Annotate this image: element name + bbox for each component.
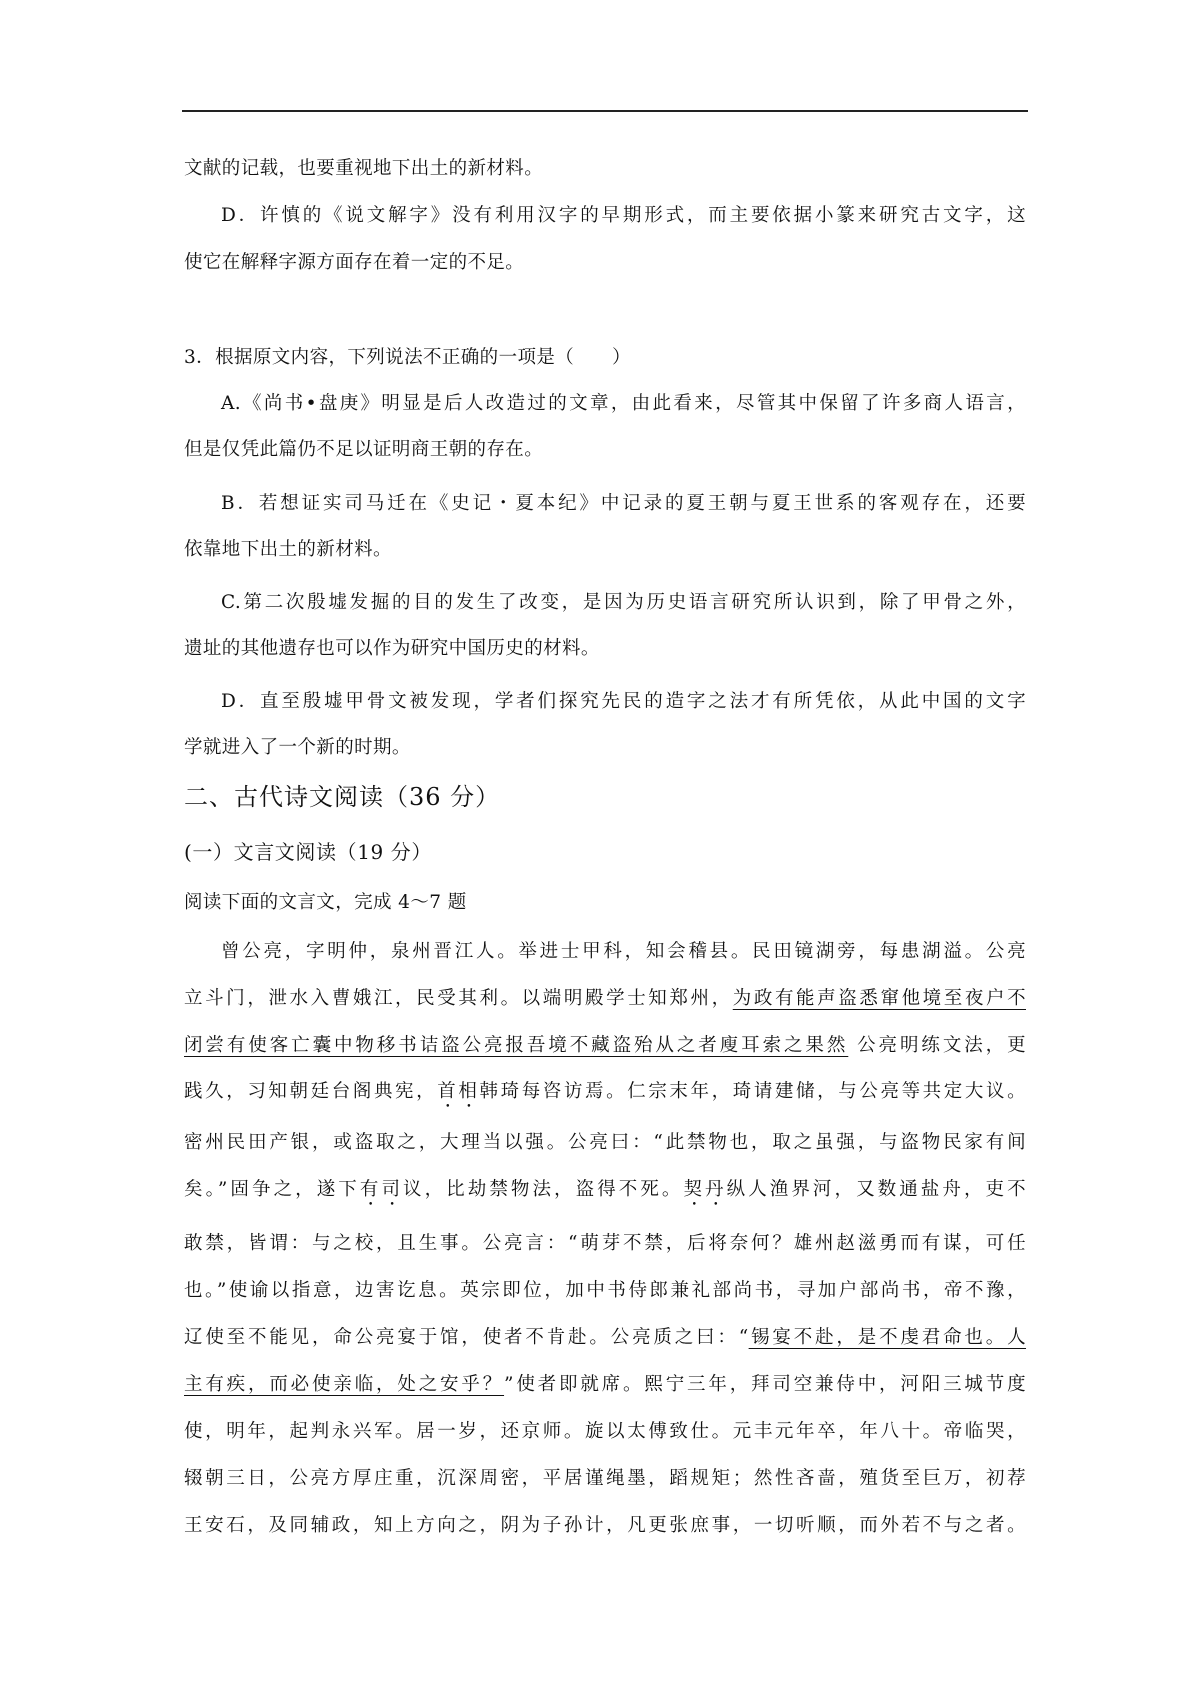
passage-line-13: 王安石，及同辅政，知上方向之，阴为子孙计，凡更张庶事，一切听顺，而外若不与之者。 bbox=[184, 1515, 1026, 1536]
passage-line-11: 使，明年，起判永兴军。居一岁，还京师。旋以太傅致仕。元丰元年卒，年八十。帝临哭， bbox=[184, 1421, 1026, 1442]
q3-option-a-line1: A.《尚书•盘庚》明显是后人改造过的文章，由此看来，尽管其中保留了许多商人语言， bbox=[221, 393, 1026, 414]
q3-option-d-line1: D．直至殷墟甲骨文被发现，学者们探究先民的造字之法才有所凭依，从此中国的文字 bbox=[221, 691, 1026, 712]
passage-line-12: 辍朝三日，公亮方厚庄重，沉深周密，平居谨绳墨，蹈规矩；然性吝啬，殖货至巨万，初荐 bbox=[184, 1468, 1026, 1489]
q2-option-d-line2: 使它在解释字源方面存在着一定的不足。 bbox=[184, 252, 525, 273]
passage-line-3: 闭尝有使客亡囊中物移书诘盗公亮报吾境不藏盗殆从之者廋耳索之果然 公亮明练文法，更 bbox=[184, 1035, 1027, 1056]
q3-option-b-line1: B．若想证实司马迁在《史记・夏本纪》中记录的夏王朝与夏王世系的客观存在，还要 bbox=[221, 493, 1026, 514]
dotted-word-qidan: 契丹 bbox=[683, 1179, 727, 1200]
passage-line-1: 曾公亮，字明仲，泉州晋江人。举进士甲科，知会稽县。民田镜湖旁，每患湖溢。公亮 bbox=[221, 941, 1026, 962]
dotted-word-yousi: 有司 bbox=[359, 1179, 404, 1200]
q2-option-d-line1: D．许慎的《说文解字》没有利用汉字的早期形式，而主要依据小篆来研究古文字，这 bbox=[221, 205, 1026, 226]
passage-line-4: 践久，习知朝廷台阁典宪，首相韩琦每咨访焉。仁宗末年，琦请建储，与公亮等共定大议。 bbox=[184, 1081, 1026, 1102]
passage-line-2: 立斗门，泄水入曹娥江，民受其利。以端明殿学士知郑州，为政有能声盗悉窜他境至夜户不 bbox=[184, 988, 1026, 1009]
q3-option-b-line2: 依靠地下出土的新材料。 bbox=[184, 539, 392, 560]
q3-option-a-line2: 但是仅凭此篇仍不足以证明商王朝的存在。 bbox=[184, 439, 544, 460]
passage-line-10: 主有疾，而必使亲临，处之安乎？”使者即就席。熙宁三年，拜司空兼侍中，河阳三城节度 bbox=[184, 1374, 1026, 1395]
section-2-title: 二、古代诗文阅读（36 分） bbox=[184, 783, 501, 811]
q2-option-c-end: 文献的记载，也要重视地下出土的新材料。 bbox=[184, 158, 544, 179]
q3-option-c-line1: C.第二次殷墟发掘的目的发生了改变，是因为历史语言研究所认识到，除了甲骨之外， bbox=[221, 592, 1026, 613]
underlined-sentence-1b: 闭尝有使客亡囊中物移书诘盗公亮报吾境不藏盗殆从之者廋耳索之果然 bbox=[184, 1035, 849, 1056]
passage-line-8: 也。”使谕以指意，边害讫息。英宗即位，加中书侍郎兼礼部尚书，寻加户部尚书，帝不豫， bbox=[184, 1280, 1026, 1301]
q3-option-c-line2: 遗址的其他遗存也可以作为研究中国历史的材料。 bbox=[184, 638, 600, 659]
passage-line-9: 辽使至不能见，命公亮宴于馆，使者不肯赴。公亮质之曰：“锡宴不赴，是不虔君命也。人 bbox=[184, 1327, 1027, 1348]
dotted-word-shouxiang: 首相 bbox=[437, 1081, 480, 1102]
underlined-sentence-2a: 锡宴不赴，是不虔君命也。人 bbox=[748, 1327, 1027, 1348]
header-rule bbox=[182, 110, 1028, 112]
question-3-stem: 3．根据原文内容，下列说法不正确的一项是（ ） bbox=[184, 347, 631, 368]
q3-option-d-line2: 学就进入了一个新的时期。 bbox=[184, 737, 411, 758]
underlined-sentence-2b: 主有疾，而必使亲临，处之安乎？ bbox=[184, 1374, 505, 1395]
underlined-sentence-1a: 为政有能声盗悉窜他境至夜户不 bbox=[732, 988, 1026, 1009]
passage-line-5: 密州民田产银，或盗取之，大理当以强。公亮曰：“此禁物也，取之虽强，与盗物民家有间 bbox=[184, 1132, 1026, 1153]
passage-line-6: 矣。”固争之，遂下有司议，比劫禁物法，盗得不死。契丹纵人渔界河，又数通盐舟，吏不 bbox=[184, 1179, 1026, 1200]
subsection-1-title: (一）文言文阅读（19 分） bbox=[184, 840, 433, 864]
passage-instruction: 阅读下面的文言文，完成 4～7 题 bbox=[184, 892, 467, 913]
passage-line-7: 敢禁，皆谓：与之校，且生事。公亮言：“萌芽不禁，后将奈何？雄州赵滋勇而有谋，可任 bbox=[184, 1233, 1026, 1254]
